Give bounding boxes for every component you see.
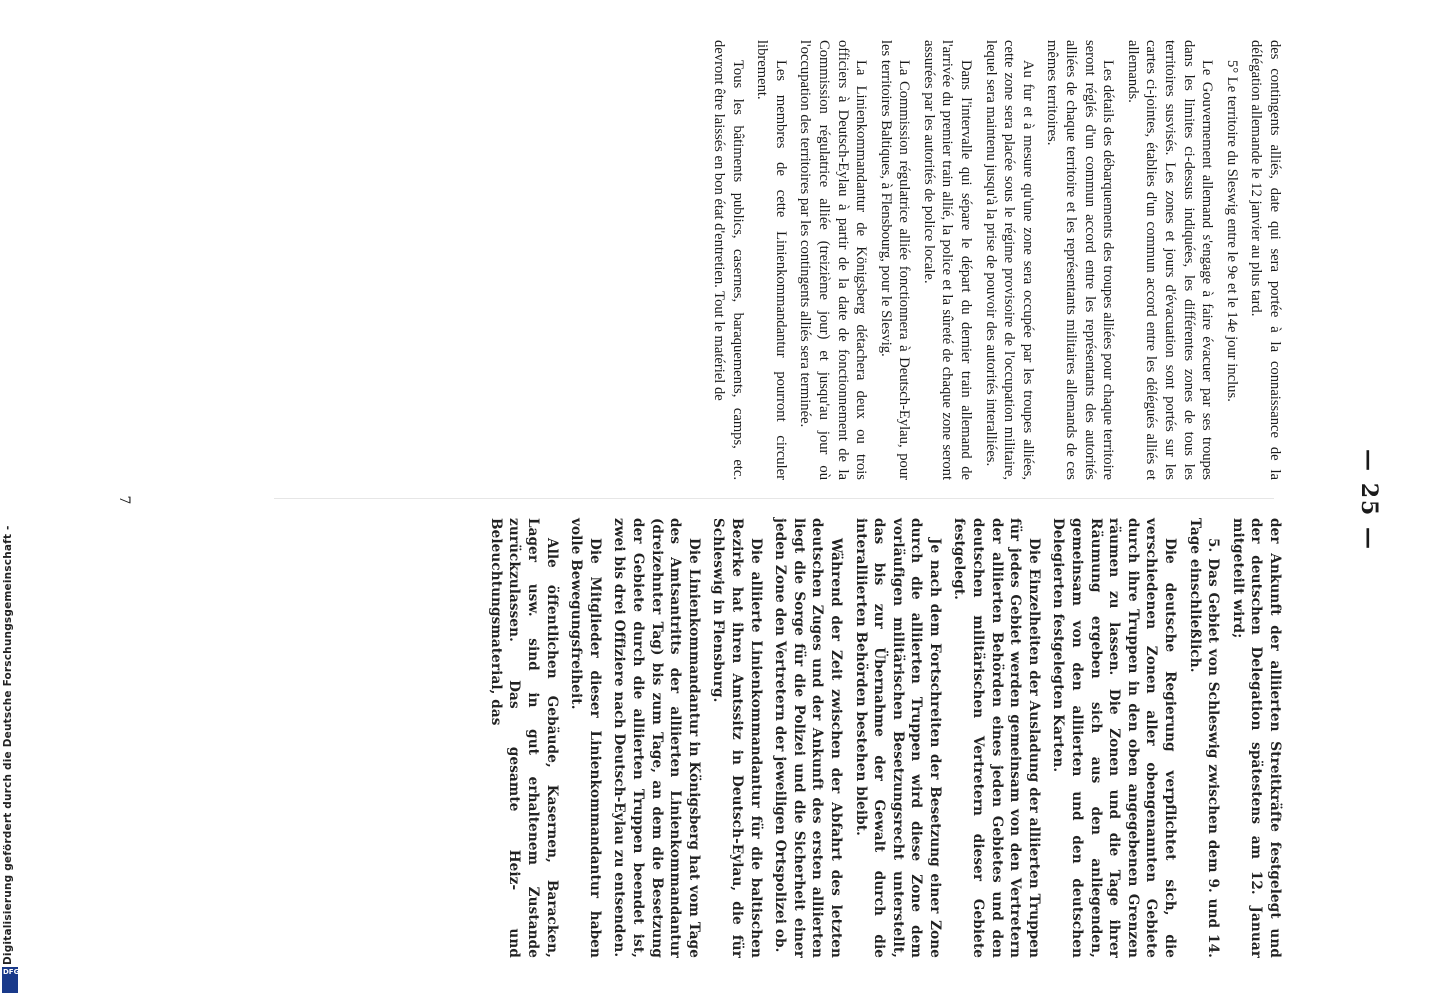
german-paragraph: 5. Das Gebiet von Schleswig zwischen dem 9. und 14. Tage einschließlich. [1186, 518, 1222, 958]
french-paragraph: Au fur et à mesure qu'une zone sera occupée par les troupes alliées, cette zone sera placée sous le régime provisoire de l'occupation militaire, lequel sera maintenu jusqu'à la prise de pouvoir des autorités interalliées. [982, 40, 1036, 480]
french-paragraph: Les détails des débarquements des troupes alliées pour chaque territoire seront réglés d'un commun accord entre les représentants des autorités alliées de chaque territoire et les représentants militaires allemands de ces mêmes territoires. [1044, 40, 1117, 480]
german-paragraph: Die Linienkommandantur in Königsberg hat vom Tage des Amtsantritts der alliierten Linienkommandantur (dreizehnter Tag) bis zum Tage, an dem die Besetzung der Gebiete durch die alliierten Truppen beendet ist, zwei bis drei Offiziere nach Deutsch-Eylau zu entsenden. [611, 518, 702, 958]
column-divider [274, 498, 1274, 499]
german-paragraph: Je nach dem Fortschreiten der Besetzung einer Zone durch die alliierten Truppen wird diese Zone dem vorläufigen militärischen Besetzungsrecht unterstellt, das bis zur Übernahme der Gewalt durch die interalliierten Behörden bestehen bleibt. [852, 518, 943, 958]
french-paragraph: La Linienkommandantur de Königsberg détachera deux ou trois officiers à Deutsch-Eylau à partir de la date de fonctionnement de la Commission régulatrice alliée (treizième jour) et jusqu'au jour où l'occupation des territoires par les contingents alliés sera terminée. [797, 40, 870, 480]
german-paragraph: Die Einzelheiten der Ausladung der alliierten Truppen für jedes Gebiet werden gemeinsam von den Vertretern der alliierten Behörden eines jeden Gebietes und den deutschen militärischen Vertretern dieser Gebiete festgelegt. [951, 518, 1042, 959]
german-paragraph: Die Mitglieder dieser Linienkommandantur haben volle Bewegungsfreiheit. [568, 518, 603, 958]
french-paragraph: Tous les bâtiments publics, casernes, baraquements, camps, etc. devront être laissés en bon état d'entretien. Tout le matériel de [710, 40, 746, 480]
french-paragraph: Les membres de cette Linienkommandantur pourront circuler librement. [754, 40, 789, 480]
french-paragraph: La Commission régulatrice alliée fonctionnera à Deutsch-Eylau, pour les territoires Baltiques, à Flensbourg, pour le Slesvig. [877, 40, 913, 480]
german-paragraph: Alle öffentlichen Gebäude, Kasernen, Baracken, Lager usw. sind in gut erhaltenem Zustande zurückzulassen. Das gesamte Heiz- und Beleuchtungsmaterial, das [487, 518, 560, 958]
french-paragraph: Le Gouvernement allemand s'engage à faire évacuer par ses troupes dans les limites ci-dessus indiquées, les différentes zones de tous les territoires susvisés. Les zones et jours d'évacuation sont portés sur les cartes ci-jointes, établies d'un commun accord entre les délégués alliés et allemands. [1124, 40, 1216, 480]
german-paragraph: der Ankunft der alliierten Streitkräfte festgelegt und der deutschen Delegation spätestens am 12. Januar mitgeteilt wird; [1229, 518, 1283, 958]
page-number: — 25 — [1356, 449, 1382, 551]
french-paragraph: des contingents alliés, date qui sera portée à la connaissance de la délégation allemande le 12 janvier au plus tard. [1248, 40, 1283, 480]
french-column [703, 40, 1284, 480]
dfg-logo: DFG [2, 967, 18, 993]
digitization-credit: Digitalisierung gefördert durch die Deutsche Forschungsgemeinschaft - [2, 525, 14, 965]
german-column [480, 518, 1284, 958]
french-paragraph: Dans l'intervalle qui sépare le départ du dernier train allemand de l'arrivée du premier train allié, la police et la sûreté de chaque zone seront assurées par les autorités de police locale. [920, 40, 975, 480]
german-paragraph: Während der Zeit zwischen der Abfahrt des letzten deutschen Zuges und der Ankunft des ersten alliierten liegt die Sorge für die Polizei und die Sicherheit einer jeden Zone den Vertretern der jeweiligen Ortspolizei ob. [772, 518, 844, 958]
german-paragraph: Die deutsche Regierung verpflichtet sich, die verschiedenen Zonen aller obengenannten Gebiete durch ihre Truppen in den oben angegebenen Grenzen räumen zu lassen. Die Zonen und die Tage ihrer Räumung ergeben sich aus den anliegenden, gemeinsam von den alliierten und den deutschen Delegierten festgelegten Karten. [1050, 518, 1179, 958]
french-paragraph: 5° Le territoire du Sleswig entre le 9e et le 14e jour inclus. [1223, 60, 1240, 402]
signature-mark: 7 [116, 495, 132, 505]
german-paragraph: Die alliierte Linienkommandantur für die baltischen Bezirke hat ihren Amtssitz in Deutsch-Eylau, die für Schleswig in Flensburg. [710, 518, 764, 958]
